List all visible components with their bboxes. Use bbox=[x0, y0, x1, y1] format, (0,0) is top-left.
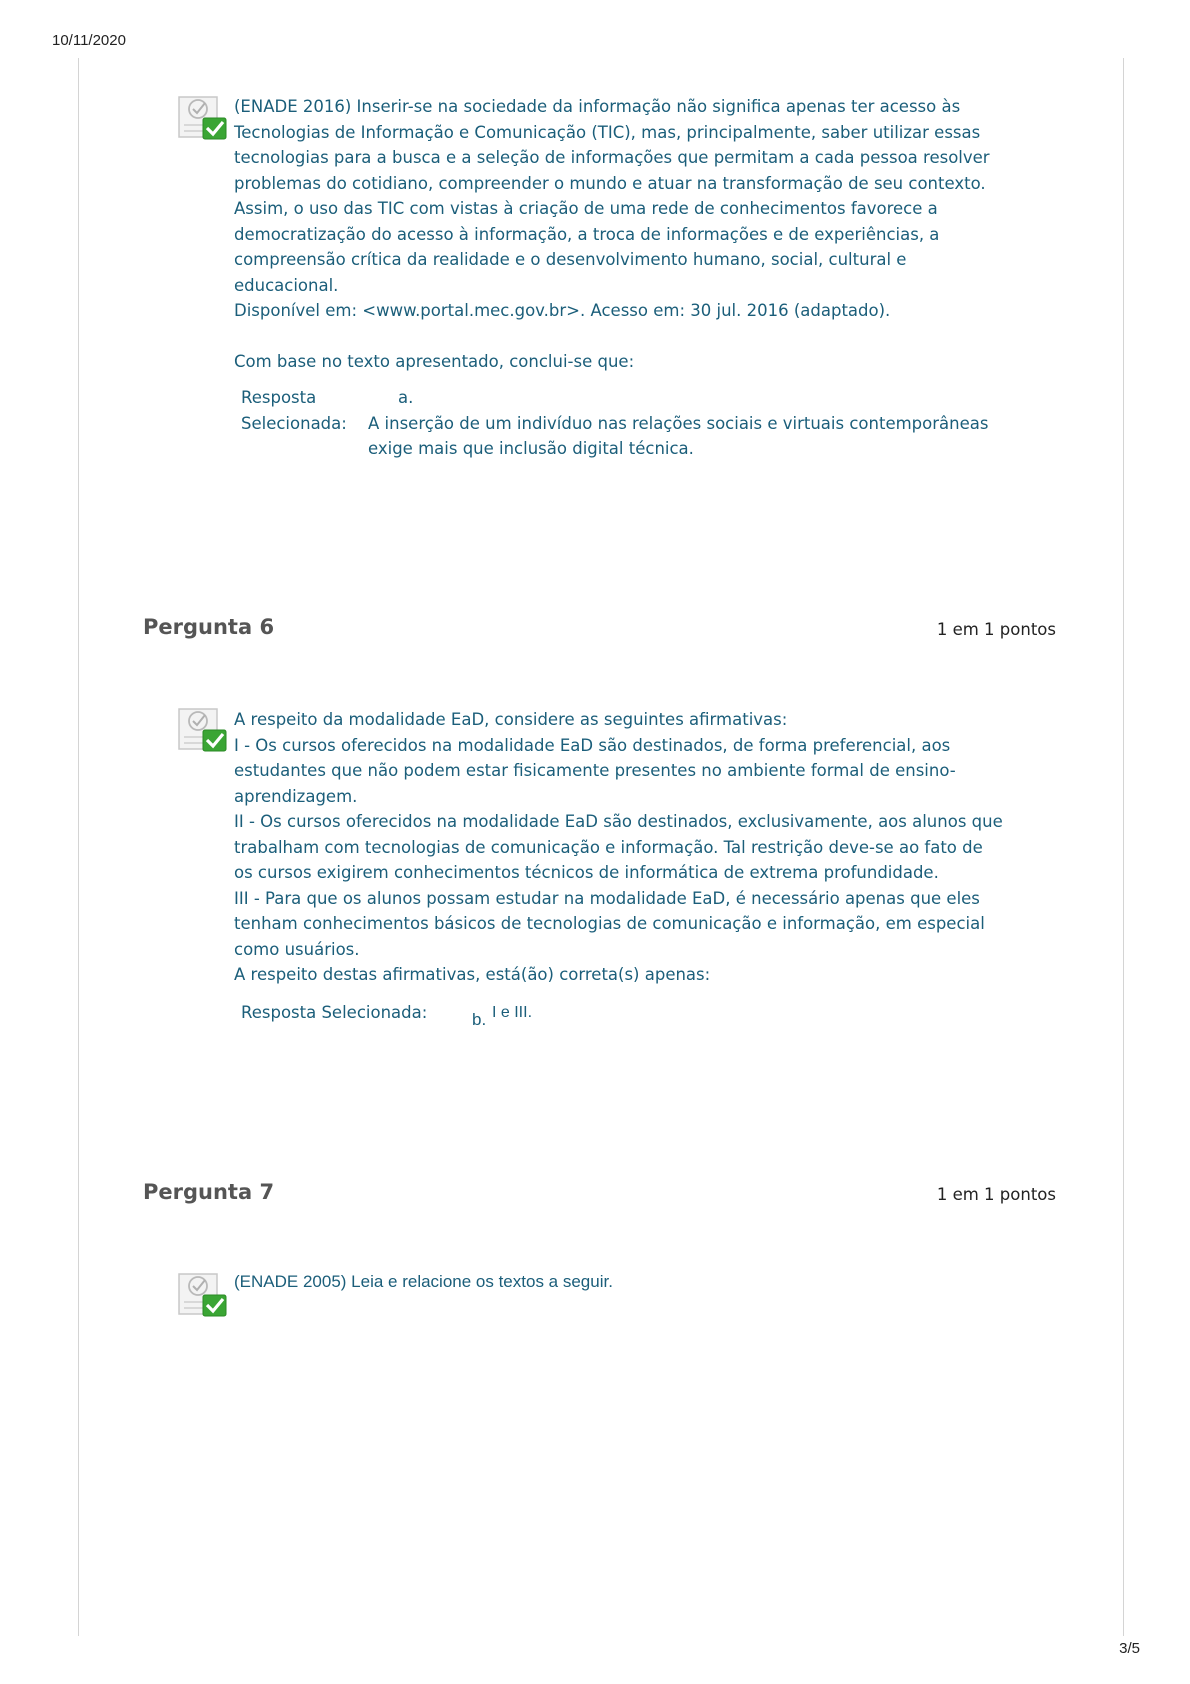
question-7-points: 1 em 1 pontos bbox=[936, 1185, 1056, 1204]
question-6-title: Pergunta 6 bbox=[143, 615, 275, 639]
page-frame-right bbox=[1123, 58, 1124, 1636]
answer-label-line: Selecionada: bbox=[241, 413, 347, 433]
statement-line: A respeito da modalidade EaD, considere as seguintes afirmativas: bbox=[234, 710, 788, 729]
answer-label: Resposta Selecionada: bbox=[241, 1003, 428, 1022]
statement-line: estudantes que não podem estar fisicamente presentes no ambiente formal de ensino- bbox=[234, 761, 956, 780]
selected-answer bbox=[241, 385, 1041, 458]
answer-letter: a. bbox=[398, 388, 414, 407]
answer-text: I e III. bbox=[492, 1004, 533, 1021]
page-frame-left bbox=[78, 58, 79, 1636]
paragraph-line: educacional. bbox=[234, 275, 339, 295]
statement-line: II - Os cursos oferecidos na modalidade EaD são destinados, exclusivamente, aos alunos que bbox=[234, 812, 1003, 831]
question-prompt: A respeito destas afirmativas, está(ão) correta(s) apenas: bbox=[234, 965, 711, 984]
question-6-text bbox=[234, 707, 1064, 988]
page-number: 3/5 bbox=[1119, 1640, 1140, 1657]
answer-letter: b. bbox=[472, 1010, 487, 1029]
statement-line: III - Para que os alunos possam estudar na modalidade EaD, é necessário apenas que eles bbox=[234, 888, 980, 908]
statement-line: trabalham com tecnologias de comunicação e informação. Tal restrição deve-se ao fato de bbox=[234, 837, 983, 857]
statement-line: os cursos exigirem conhecimentos técnicos de informática de extrema profundidade. bbox=[234, 863, 939, 882]
paragraph-line: compreensão crítica da realidade e o desenvolvimento humano, social, cultural e bbox=[234, 250, 907, 269]
paragraph-line: problemas do cotidiano, compreender o mundo e atuar na transformação de seu contexto. bbox=[234, 173, 986, 193]
correct-answer-icon bbox=[178, 95, 228, 141]
question-7-text: (ENADE 2005) Leia e relacione os textos a seguir. bbox=[234, 1272, 613, 1291]
paragraph-line: democratização do acesso à informação, a troca de informações e de experiências, a bbox=[234, 224, 940, 244]
paragraph-line: (ENADE 2016) Inserir-se na sociedade da informação não significa apenas ter acesso às bbox=[234, 97, 961, 116]
answer-label-line: Resposta bbox=[241, 388, 317, 407]
question-prompt: Com base no texto apresentado, conclui-se que: bbox=[234, 351, 635, 371]
statement-line: I - Os cursos oferecidos na modalidade EaD são destinados, de forma preferencial, aos bbox=[234, 735, 951, 755]
question-5-text bbox=[234, 94, 1034, 374]
correct-answer-icon bbox=[178, 707, 228, 753]
correct-answer-icon bbox=[178, 1272, 228, 1318]
paragraph-line: Assim, o uso das TIC com vistas à criação de uma rede de conhecimentos favorece a bbox=[234, 199, 938, 218]
answer-label bbox=[241, 385, 361, 436]
statement-line: como usuários. bbox=[234, 939, 360, 959]
answer-text-line: exige mais que inclusão digital técnica. bbox=[368, 439, 694, 458]
paragraph-line: Tecnologias de Informação e Comunicação (TIC), mas, principalmente, saber utilizar essas bbox=[234, 122, 981, 142]
source-citation: Disponível em: <www.portal.mec.gov.br>. Acesso em: 30 jul. 2016 (adaptado). bbox=[234, 301, 891, 320]
selected-answer bbox=[241, 1000, 741, 1040]
statement-line: aprendizagem. bbox=[234, 786, 358, 806]
question-7-title: Pergunta 7 bbox=[143, 1180, 275, 1204]
paragraph-line: tecnologias para a busca e a seleção de informações que permitam a cada pessoa resolver bbox=[234, 148, 990, 167]
answer-text-line: A inserção de um indivíduo nas relações sociais e virtuais contemporâneas bbox=[368, 413, 989, 433]
answer-text bbox=[368, 411, 1028, 462]
statement-line: tenham conhecimentos básicos de tecnologias de comunicação e informação, em especial bbox=[234, 914, 985, 933]
print-date: 10/11/2020 bbox=[52, 32, 126, 49]
question-6-points: 1 em 1 pontos bbox=[936, 620, 1056, 639]
